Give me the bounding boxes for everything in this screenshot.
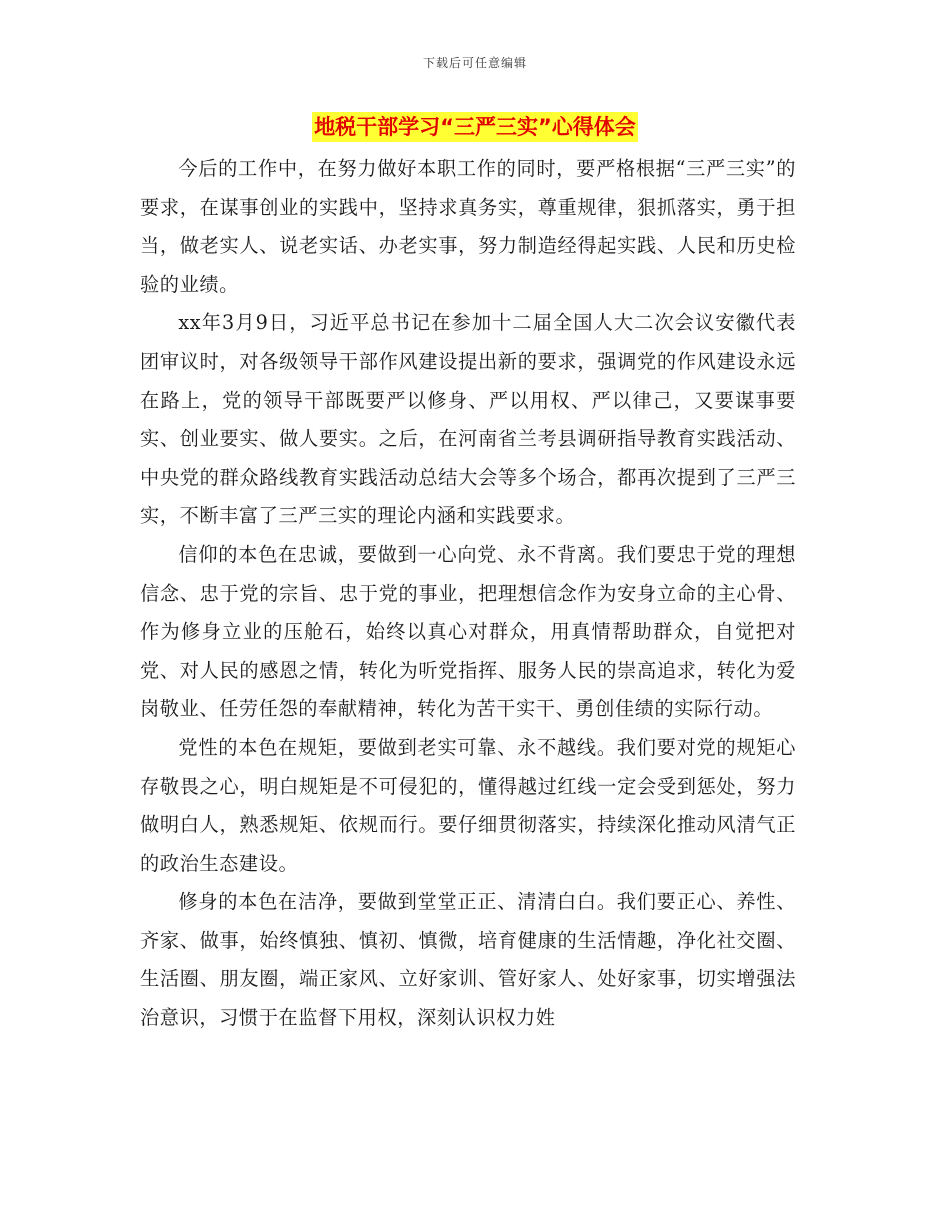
- title-container: [0, 112, 950, 142]
- paragraph: 修身的本色在洁净，要做到堂堂正正、清清白白。我们要正心、养性、齐家、做事，始终慎独、慎初、慎微，培育健康的生活情趣，净化社交圈、生活圈、朋友圈，端正家风、立好家训、管好家人、处好家事，切实增强法治意识，习惯于在监督下用权，深刻认识权力姓: [140, 890, 796, 1030]
- paragraph: 信仰的本色在忠诚，要做到一心向党、永不背离。我们要忠于党的理想信念、忠于党的宗旨、忠于党的事业，把理想信念作为安身立命的主心骨、作为修身立业的压舱石，始终以真心对群众，用真情帮助群众，自觉把对党、对人民的感恩之情，转化为听党指挥、服务人民的崇高追求，转化为爱岗敬业、任劳任怨的奉献精神，转化为苦干实干、勇创佳绩的实际行动。: [140, 542, 796, 721]
- paragraph: xx年3月9日，习近平总书记在参加十二届全国人大二次会议安徽代表团审议时，对各级领导干部作风建设提出新的要求，强调党的作风建设永远在路上，党的领导干部既要严以修身、严以用权、严以律己，又要谋事要实、创业要实、做人要实。之后，在河南省兰考县调研指导教育实践活动、中央党的群众路线教育实践活动总结大会等多个场合，都再次提到了三严三实，不断丰富了三严三实的理论内涵和实践要求。: [140, 311, 796, 528]
- page-header: 下载后可任意编辑: [422, 56, 527, 70]
- paragraph: 党性的本色在规矩，要做到老实可靠、永不越线。我们要对党的规矩心存敬畏之心，明白规矩是不可侵犯的，懂得越过红线一定会受到惩处，努力做明白人，熟悉规矩、依规而行。要仔细贯彻落实，持续深化推动风清气正的政治生态建设。: [140, 735, 796, 875]
- document-body: [140, 150, 796, 1038]
- paragraph: 今后的工作中，在努力做好本职工作的同时，要严格根据“三严三实”的要求，在谋事创业的实践中，坚持求真务实，尊重规律，狠抓落实，勇于担当，做老实人、说老实话、办老实事，努力制造经得起实践、人民和历史检验的业绩。: [140, 157, 796, 296]
- document-title: 地税干部学习“三严三实”心得体会: [312, 112, 638, 142]
